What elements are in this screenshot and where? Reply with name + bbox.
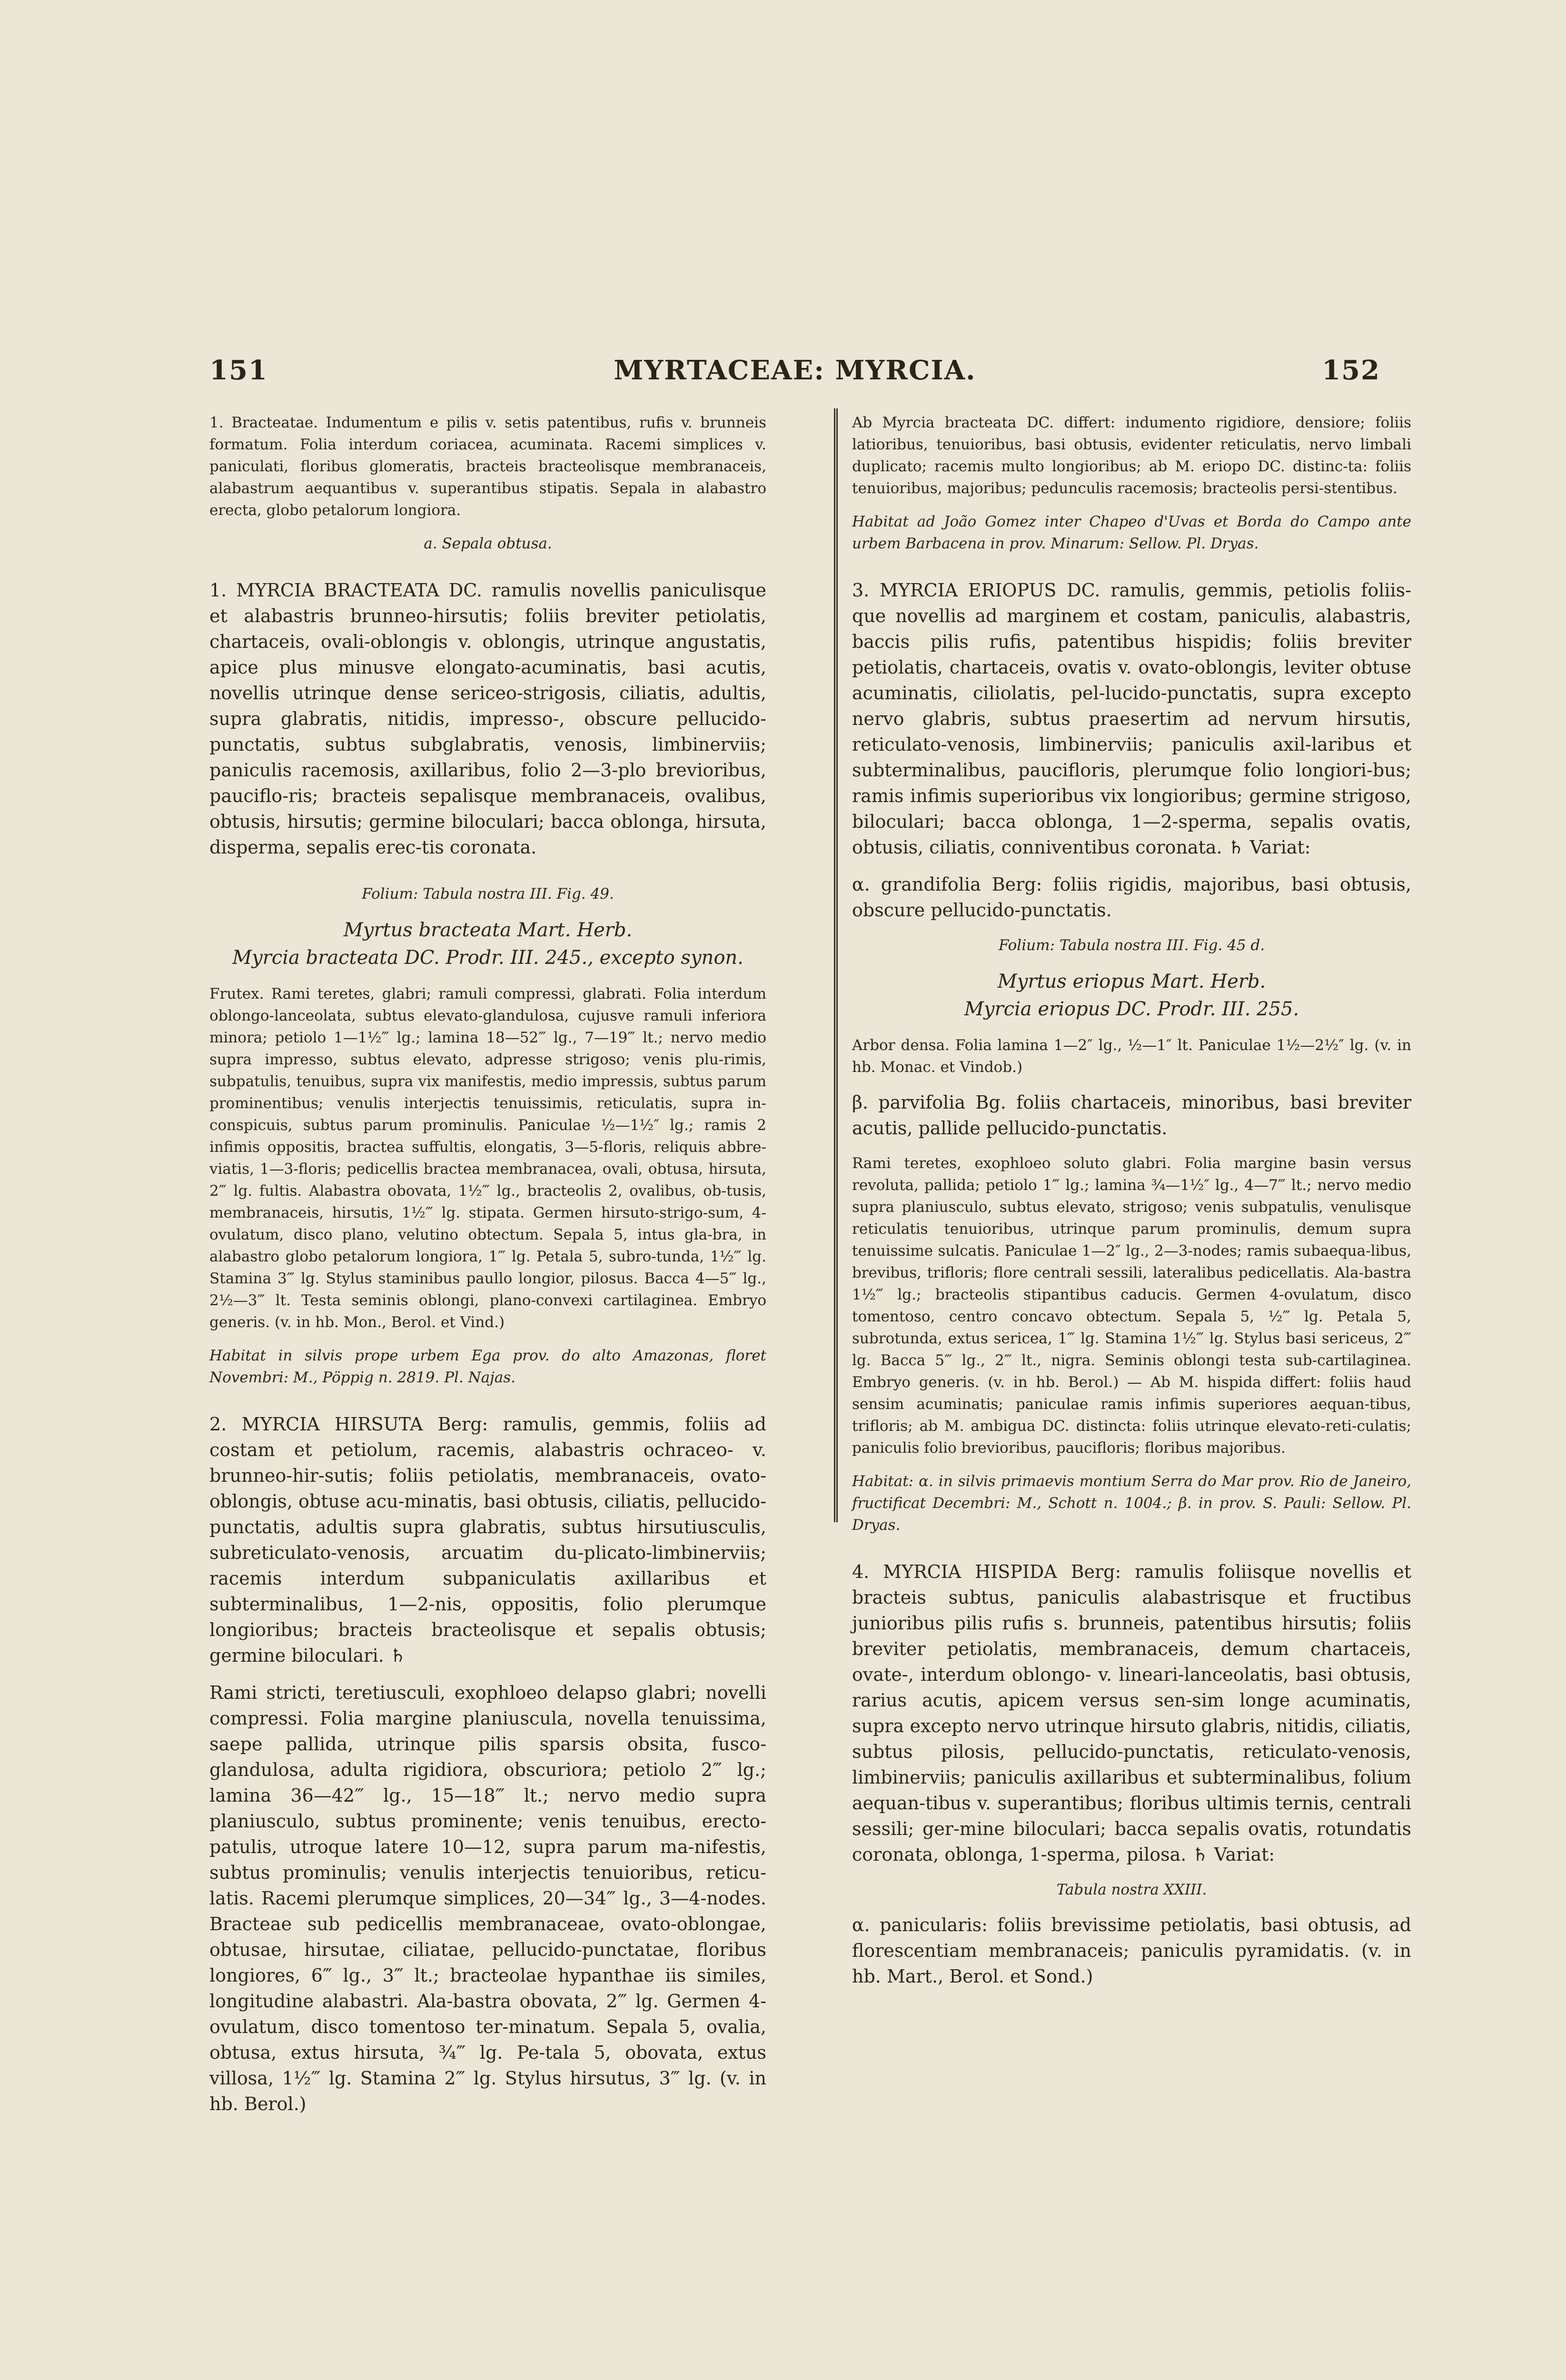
differentiation-note: Ab Myrcia bracteata DC. differt: indumento rigidiore, densiore; foliis latioribus, tenuioribus, basi obtusis, evidenter reticulatis, nervo limbali duplicato; racemis multo longioribus; ab M. eriopo DC. distinc-ta: foliis tenuioribus, majoribus; pedunculis racemosis; bracteolis persi-stentibus. bbox=[852, 414, 1411, 497]
figure-reference: Folium: Tabula nostra III. Fig. 45 d. bbox=[998, 937, 1265, 954]
right-column bbox=[852, 412, 1411, 1989]
morphology-note: Arbor densa. Folia lamina 1—2″ lg., ½—1″ lt. Paniculae 1½—2½″ lg. (v. in hb. Monac. et Vindob.) bbox=[852, 1037, 1411, 1076]
figure-reference: Tabula nostra XXIII. bbox=[1056, 1881, 1207, 1898]
morphology-note: Rami stricti, teretiusculi, exophloeo delapso glabri; novelli compressi. Folia margine planiuscula, novella tenuissima, saepe pallida, utrinque pilis sparsis obsita, fusco-glandulosa, adulta rigidiora, obscuriora; petiolo 2‴ lg.; lamina 36—42‴ lg., 15—18‴ lt.; nervo medio supra planiusculo, subtus prominente; venis tenuibus, erecto-patulis, utroque latere 10—12, supra parum ma-nifestis, subtus prominulis; venulis interjectis tenuioribus, reticu-latis. Racemi plerumque simplices, 20—34‴ lg., 3—4-nodes. Bracteae sub pedicellis membranaceae, ovato-oblongae, obtusae, hirsutae, ciliatae, pellucido-punctatae, floribus longiores, 6‴ lg., 3‴ lt.; bracteolae hypanthae iis similes, longitudine alabastri. Ala-bastra obovata, 2‴ lg. Germen 4-ovulatum, disco tomentoso ter-minatum. Sepala 5, ovalia, obtusa, extus hirsuta, ¾‴ lg. Pe-tala 5, obovata, extus villosa, 1½‴ lg. Stamina 2‴ lg. Stylus hirsutus, 3‴ lg. (v. in hb. Berol.) bbox=[209, 1682, 766, 2114]
species-description-eriopus: 3. MYRCIA ERIOPUS DC. ramulis, gemmis, petiolis foliis-que novellis ad marginem et costam, paniculis, alabastris, baccis pilis rufis, patentibus hispidis; foliis breviter petiolatis, chartaceis, ovatis v. ovato-oblongis, leviter obtuse acuminatis, ciliolatis, pel-lucido-punctatis, supra excepto nervo glabris, subtus praesertim ad nervum hirsutis, reticulato-venosis, limbinerviis; paniculis axil-laribus et subterminalibus, paucifloris, plerumque folio longiori-bus; ramis infimis superioribus vix longioribus; germine strigoso, biloculari; bacca oblonga, 1—2-sperma, sepalis ovatis, obtusis, ciliatis, conniventibus coronata. ♄ Variat: bbox=[852, 580, 1411, 858]
habitat-note: Habitat ad João Gomez inter Chapeo d'Uvas et Borda do Campo ante urbem Barbacena in prov. Minarum: Sellow. Pl. Dryas. bbox=[852, 513, 1411, 552]
habitat-note: Habitat in silvis prope urbem Ega prov. do alto Amazonas, floret Novembri: M., Pöppig n. 2819. Pl. Najas. bbox=[209, 1347, 766, 1386]
synonym: Myrcia eriopus DC. Prodr. III. 255. bbox=[964, 998, 1299, 1020]
running-title: MYRTACEAE: MYRCIA. bbox=[614, 355, 976, 386]
subsection-heading: a. Sepala obtusa. bbox=[424, 535, 552, 552]
page-number-right: 152 bbox=[1322, 355, 1380, 386]
figure-reference: Folium: Tabula nostra III. Fig. 49. bbox=[362, 885, 614, 902]
species-description-hispida: 4. MYRCIA HISPIDA Berg: ramulis foliisque novellis et bracteis subtus, paniculis alabastrisque et fructibus junioribus pilis rufis s. brunneis, patentibus hirsutis; foliis breviter petiolatis, membranaceis, demum chartaceis, ovate-, interdum oblongo- v. lineari-lanceolatis, basi obtusis, rarius acutis, apicem versus sen-sim longe acuminatis, supra excepto nervo utrinque hirsuto glabris, nitidis, ciliatis, subtus pilosis, pellucido-punctatis, reticulato-venosis, limbinerviis; paniculis axillaribus et subterminalibus, folium aequan-tibus v. superantibus; floribus ultimis ternis, centrali sessili; ger-mine biloculari; bacca sepalis ovatis, rotundatis coronata, oblonga, 1-sperma, pilosa. ♄ Variat: bbox=[852, 1561, 1411, 1865]
synonym: Myrcia bracteata DC. Prodr. III. 245., excepto synon. bbox=[232, 947, 743, 969]
section-intro: 1. Bracteatae. Indumentum e pilis v. setis patentibus, rufis v. brunneis formatum. Folia interdum coriacea, acuminata. Racemi simplices v. paniculati, floribus glomeratis, bracteis bracteolisque membranaceis, alabastrum aequantibus v. superantibus stipatis. Sepala in alabastro erecta, globo petalorum longiora. bbox=[209, 414, 766, 519]
morphology-note: Rami teretes, exophloeo soluto glabri. Folia margine basin versus revoluta, pallida; petiolo 1‴ lg.; lamina ¾—1½″ lg., 4—7‴ lt.; nervo medio supra planiusculo, subtus elevato, strigoso; venis subpatulis, venulisque reticulatis tenuioribus, utrinque parum prominulis, demum supra tenuissime sulcatis. Paniculae 1—2″ lg., 2—3-nodes; ramis subaequa-libus, brevibus, trifloris; flore centrali sessili, lateralibus pedicellatis. Ala-bastra 1½‴ lg.; bracteolis stipantibus caducis. Germen 4-ovulatum, disco tomentoso, centro concavo obtectum. Sepala 5, ½‴ lg. Petala 5, subrotunda, extus sericea, 1‴ lg. Stamina 1½‴ lg. Stylus basi sericeus, 2‴ lg. Bacca 5‴ lg., 2‴ lt., nigra. Seminis oblongi testa sub-cartilaginea. Embryo generis. (v. in hb. Berol.) — Ab M. hispida differt: foliis haud sensim acuminatis; paniculae ramis infimis superiores aequan-tibus, trifloris; ab M. ambigua DC. distincta: foliis utrinque elevato-reti-culatis; paniculis folio brevioribus, paucifloris; floribus majoribus. bbox=[852, 1155, 1411, 1457]
synonym: Myrtus bracteata Mart. Herb. bbox=[343, 919, 633, 941]
variety-beta: β. parvifolia Bg. foliis chartaceis, minoribus, basi breviter acutis, pallide pellucido-punctatis. bbox=[852, 1092, 1411, 1139]
column-divider bbox=[834, 408, 838, 1522]
page-header bbox=[209, 355, 1380, 397]
habitat-note: Habitat: α. in silvis primaevis montium Serra do Mar prov. Rio de Janeiro, fructificat Decembri: M., Schott n. 1004.; β. in prov. S. Pauli: Sellow. Pl. Dryas. bbox=[852, 1473, 1411, 1534]
synonym: Myrtus eriopus Mart. Herb. bbox=[997, 971, 1266, 992]
variety-alpha: α. grandifolia Berg: foliis rigidis, majoribus, basi obtusis, obscure pellucido-punctatis. bbox=[852, 874, 1411, 921]
species-description-bracteata: 1. MYRCIA BRACTEATA DC. ramulis novellis paniculisque et alabastris brunneo-hirsutis; foliis breviter petiolatis, chartaceis, ovali-oblongis v. oblongis, utrinque angustatis, apice plus minusve elongato-acuminatis, basi acutis, novellis utrinque dense sericeo-strigosis, ciliatis, adultis, supra glabratis, nitidis, impresso-, obscure pellucido-punctatis, subtus subglabratis, venosis, limbinerviis; paniculis racemosis, axillaribus, folio 2—3-plo brevioribus, pauciflo-ris; bracteis sepalisque membranaceis, ovalibus, obtusis, hirsutis; germine biloculari; bacca oblonga, hirsuta, disperma, sepalis erec-tis coronata. bbox=[209, 580, 766, 858]
variety-alpha: α. panicularis: foliis brevissime petiolatis, basi obtusis, ad florescentiam membranaceis; paniculis pyramidatis. (v. in hb. Mart., Berol. et Sond.) bbox=[852, 1914, 1411, 1987]
morphology-note: Frutex. Rami teretes, glabri; ramuli compressi, glabrati. Folia interdum oblongo-lanceolata, subtus elevato-glandulosa, cujusve ramuli inferiora minora; petiolo 1—1½‴ lg.; lamina 18—52‴ lg., 7—19‴ lt.; nervo medio supra impresso, subtus elevato, adpresse strigoso; venis plu-rimis, subpatulis, tenuibus, supra vix manifestis, medio impressis, subtus parum prominentibus; venulis interjectis tenuissimis, reticulatis, supra in-conspicuis, subtus parum prominulis. Paniculae ½—1½″ lg.; ramis 2 infimis oppositis, bractea suffultis, elongatis, 3—5-floris, reliquis abbre-viatis, 1—3-floris; pedicellis bractea membranacea, ovali, obtusa, hirsuta, 2‴ lg. fultis. Alabastra obovata, 1½‴ lg., bracteolis 2, ovalibus, ob-tusis, membranaceis, hirsutis, 1½‴ lg. stipata. Germen hirsuto-strigo-sum, 4-ovulatum, disco plano, velutino obtectum. Sepala 5, intus gla-bra, in alabastro globo petalorum longiora, 1‴ lg. Petala 5, subro-tunda, 1½‴ lg. Stamina 3‴ lg. Stylus staminibus paullo longior, pilosus. Bacca 4—5‴ lg., 2½—3‴ lt. Testa seminis oblongi, plano-convexi cartilaginea. Embryo generis. (v. in hb. Mon., Berol. et Vind.) bbox=[209, 985, 766, 1331]
species-description-hirsuta: 2. MYRCIA HIRSUTA Berg: ramulis, gemmis, foliis ad costam et petiolum, racemis, alabastris ochraceo- v. brunneo-hir-sutis; foliis petiolatis, membranaceis, ovato-oblongis, obtuse acu-minatis, basi obtusis, ciliatis, pellucido-punctatis, adultis supra glabratis, subtus hirsutiusculis, subreticulato-venosis, arcuatim du-plicato-limbinerviis; racemis interdum subpaniculatis axillaribus et subterminalibus, 1—2-nis, oppositis, folio plerumque longioribus; bracteis bracteolisque et sepalis obtusis; germine biloculari. ♄ bbox=[209, 1414, 766, 1666]
left-column bbox=[209, 412, 766, 2117]
page-number-left: 151 bbox=[209, 355, 268, 386]
